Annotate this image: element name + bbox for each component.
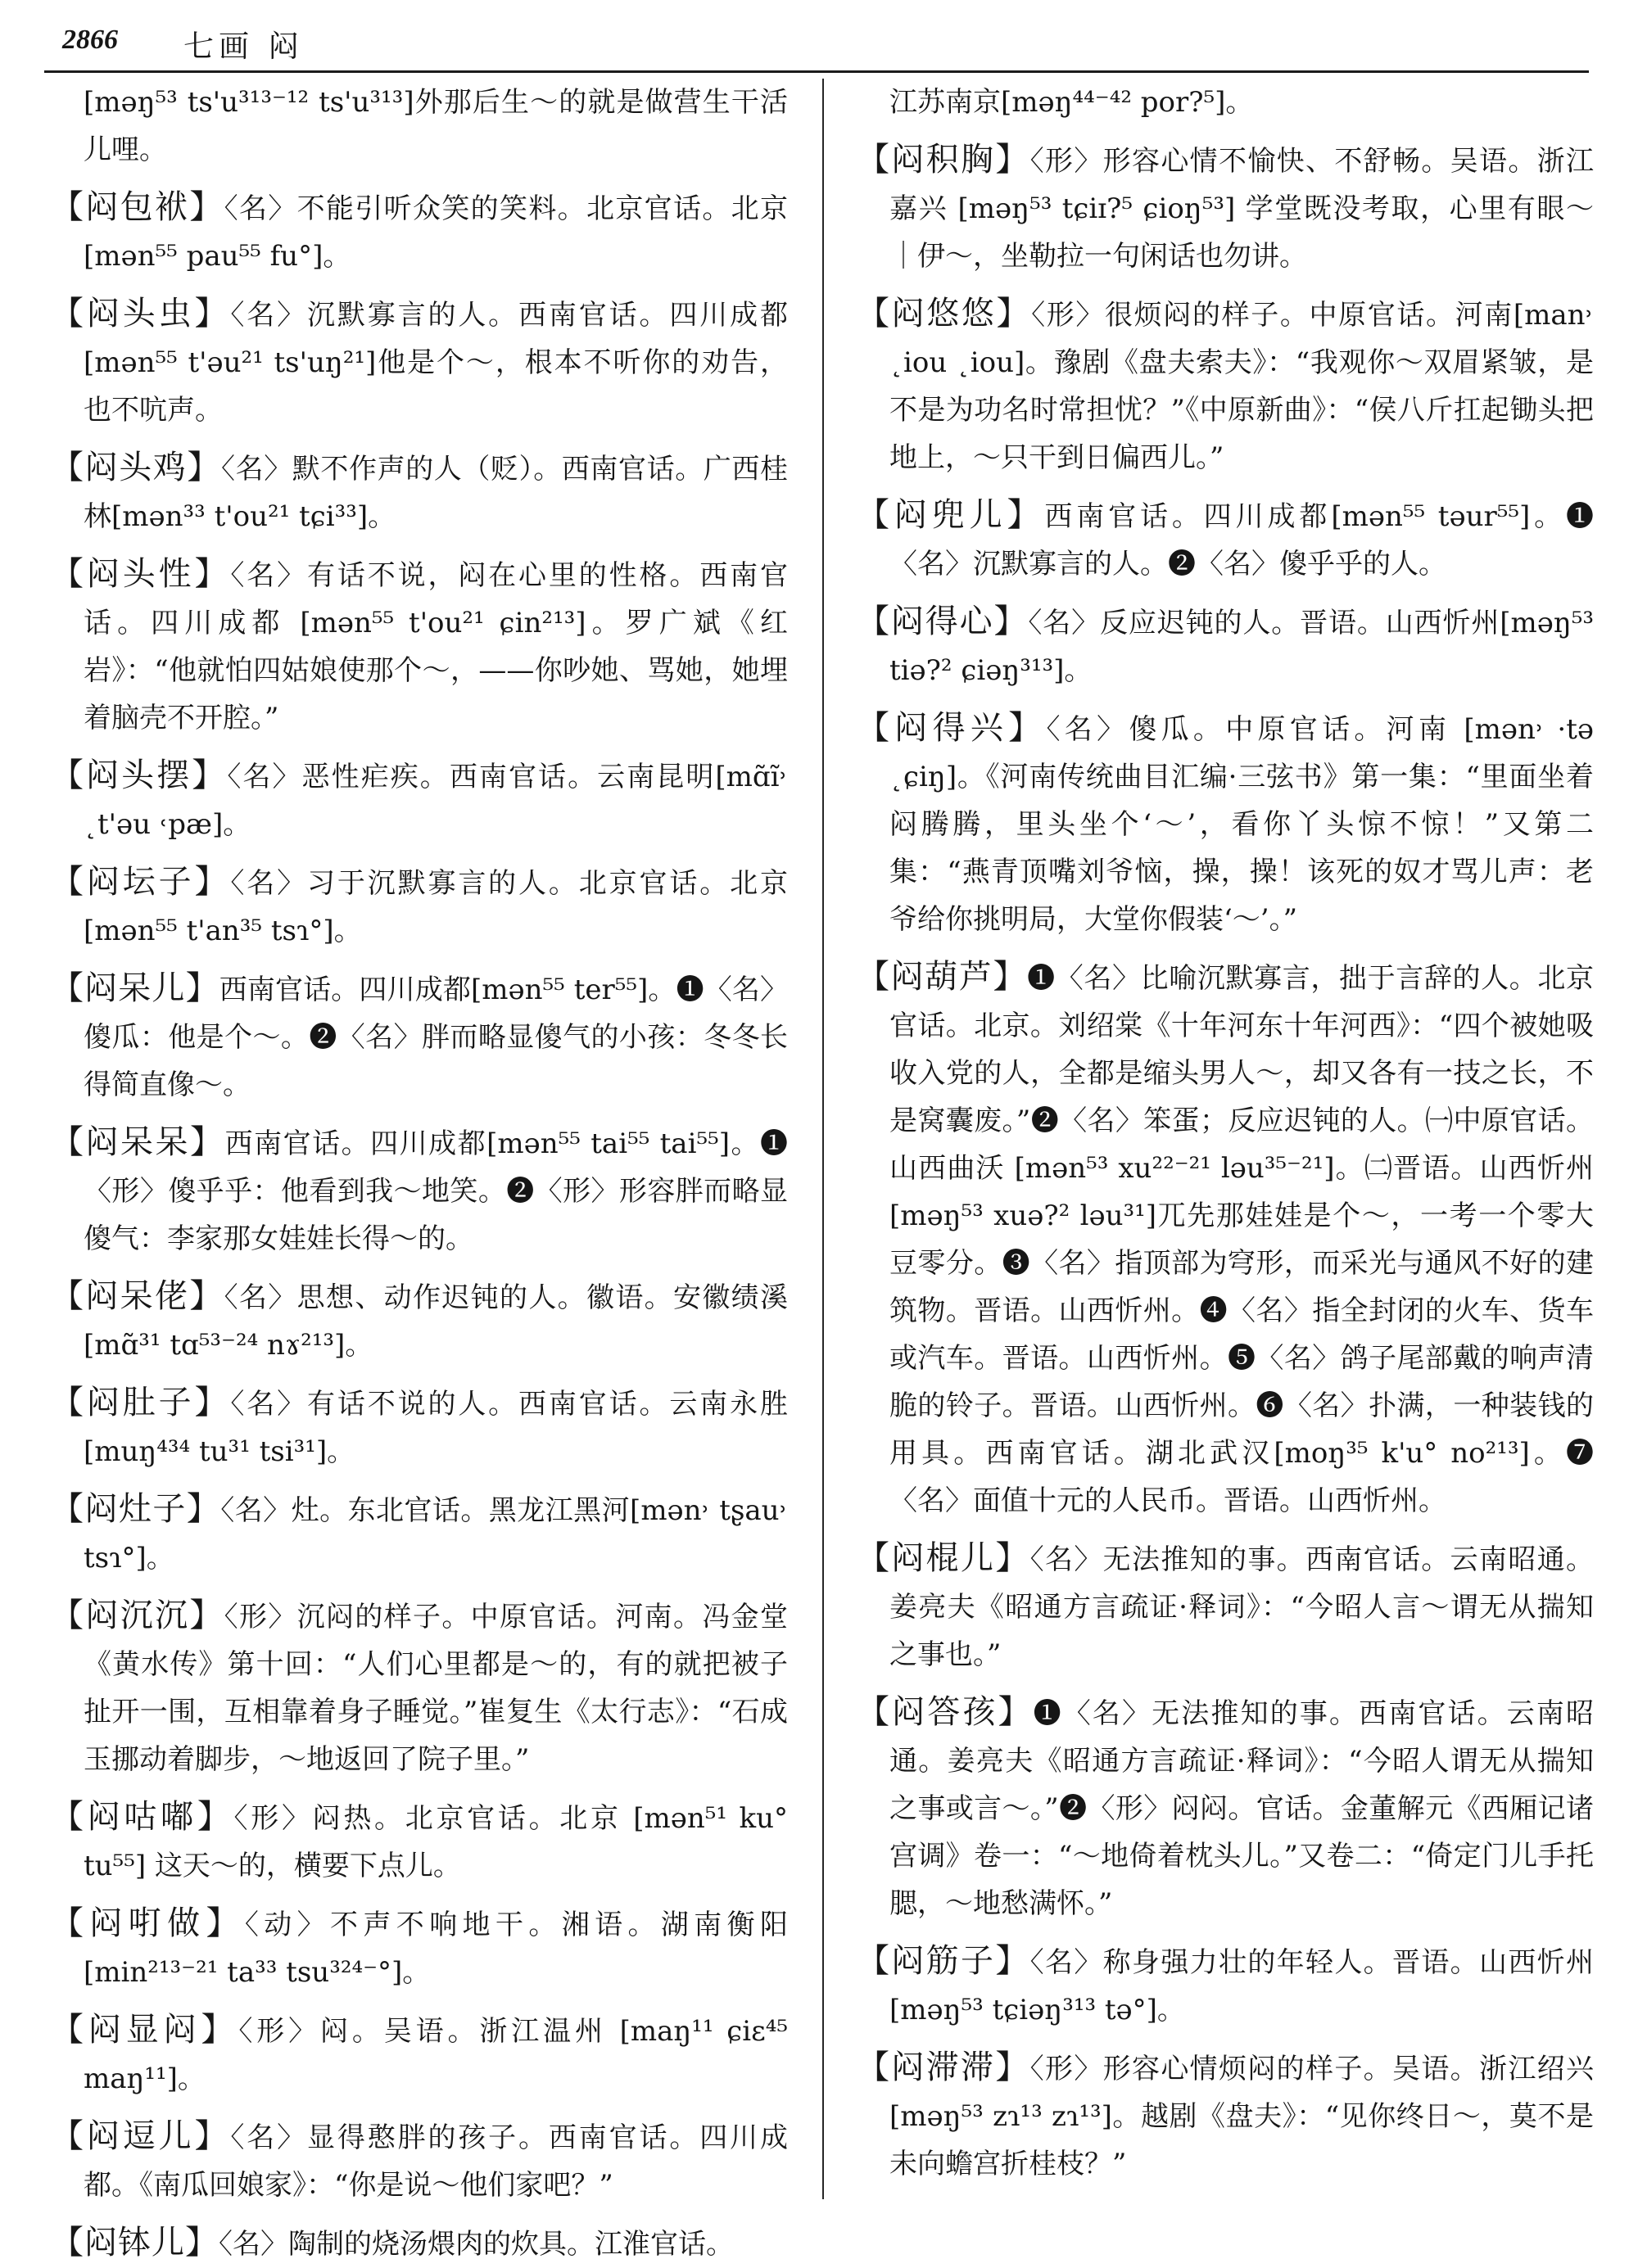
entry-headword: 【闷呆佬】 — [51, 1277, 224, 1315]
entry-headword: 【闷肚子】 — [51, 1384, 231, 1421]
entry-list — [51, 183, 788, 2268]
dictionary-entry — [51, 1272, 788, 1369]
dictionary-entry — [51, 2112, 788, 2209]
entry-headword: 【闷显闷】 — [51, 2011, 239, 2049]
entry-definition: 〈名〉默不作声的人（贬）。西南官话。广西桂林[mən³³ t'ou²¹ tɕi³³]。 — [84, 453, 788, 533]
continuation-text: 江苏南京[məŋ⁴⁴⁻⁴² por?⁵]。 — [889, 86, 1254, 119]
entry-headword: 【闷咕嘟】 — [51, 1798, 234, 1836]
dictionary-entry — [51, 1118, 788, 1263]
entry-definition: 〈动〉不声不响地干。湘语。湖南衡阳 [min²¹³⁻²¹ ta³³ tsu³²⁴⁻°]。 — [84, 1909, 789, 1989]
left-column — [51, 79, 789, 2261]
entry-definition: 〈形〉很烦闷的样子。中原官话。河南[man˒ ˛iou ˛iou]。豫剧《盘夫索夫》：“我观你～双眉紧皱，是不是为功名时常担忧？”《中原新曲》：“侯八斤扛起锄头把地上，～只干到日偏西儿。” — [889, 299, 1594, 474]
entry-headword: 【闷头鸡】 — [51, 449, 221, 486]
page-section-title: 七画 闷 — [183, 29, 304, 64]
entry-definition: 西南官话。四川成都[mən⁵⁵ ter⁵⁵]。❶〈名〉傻瓜：他是个～。❷〈名〉胖而略显傻气的小孩：冬冬长得简直像～。 — [84, 974, 789, 1101]
dictionary-entry — [51, 1485, 788, 1582]
dictionary-entry — [857, 2044, 1594, 2188]
entry-headword: 【闷沉沉】 — [51, 1597, 224, 1634]
entry-headword: 【闷灶子】 — [51, 1490, 221, 1528]
entry-definition: 〈名〉有话不说，闷在心里的性格。西南官话。四川成都 [mən⁵⁵ t'ou²¹ ɕin²¹³]。罗广斌《红岩》：“他就怕四姑娘使那个～，——你吵她、骂她，她埋着脑壳不开腔。” — [84, 559, 789, 734]
entry-definition: 〈名〉反应迟钝的人。晋语。山西忻州[məŋ⁵³ tiə?² ɕiəŋ³¹³]。 — [889, 607, 1594, 687]
entry-definition: 〈形〉闷。吴语。浙江温州 [maŋ¹¹ ɕiɛ⁴⁵ maŋ¹¹]。 — [84, 2015, 789, 2095]
entry-definition: 〈形〉形容心情烦闷的样子。吴语。浙江绍兴 [məŋ⁵³ zɿ¹³ zɿ¹³]。越剧《盘夫》：“见你终日～，莫不是未向蟾宫折桂枝？” — [889, 2053, 1595, 2180]
dictionary-entry — [51, 2006, 788, 2103]
page-number: 2866 — [62, 25, 118, 55]
entry-list — [857, 136, 1594, 2188]
dictionary-entry — [51, 1379, 788, 1475]
entry-headword: 【闷兜儿】 — [857, 496, 1045, 534]
entry-headword: 【闷棍儿】 — [857, 1539, 1030, 1577]
entry-definition: 〈名〉恶性疟疾。西南官话。云南昆明[mɑ̃ĩ˒ ˛t'əu ˓pæ]。 — [84, 761, 788, 841]
entry-headword: 【闷葫芦】 — [857, 958, 1028, 996]
page-header — [44, 18, 1589, 73]
dictionary-entry — [51, 290, 788, 434]
entry-headword: 【闷咑做】 — [51, 1904, 245, 1942]
entry-definition: 〈名〉显得憨胖的孩子。西南官话。四川成都。《南瓜回娘家》：“你是说～他们家吧？” — [84, 2121, 789, 2202]
entry-definition: 西南官话。四川成都[mən⁵⁵ tai⁵⁵ tai⁵⁵]。❶〈形〉傻乎乎：他看到我～地笑。❷〈形〉形容胖而略显傻气：李家那女娃娃长得～的。 — [84, 1127, 788, 1255]
entry-definition: 〈形〉形容心情不愉快、不舒畅。吴语。浙江嘉兴 [məŋ⁵³ tɕiɪ?⁵ ɕioŋ⁵³] 学堂既没考取，心里有眼～｜伊～，坐勒拉一句闲话也勿讲。 — [889, 145, 1595, 273]
entry-definition: ❶〈名〉无法推知的事。西南官话。云南昭通。姜亮夫《昭通方言疏证·释词》：“今昭人谓无从揣知之事或言～。”❷〈形〉闷闷。官话。金董解元《西厢记诸宫调》卷一：“～地倚着枕头儿。”又卷二：“倚定门儿手托腮，～地愁满怀。” — [889, 1697, 1595, 1920]
dictionary-entry — [51, 752, 788, 848]
entry-definition: 〈名〉思想、动作迟钝的人。徽语。安徽绩溪[mɑ̃³¹ tɑ⁵³⁻²⁴ nɤ²¹³]。 — [84, 1281, 789, 1362]
dictionary-entry — [51, 444, 788, 540]
entry-definition: ❶〈名〉比喻沉默寡言，拙于言辞的人。北京官话。北京。刘绍棠《十年河东十年河西》：“四个被她吸收入党的人，全都是缩头男人～，却又各有一技之长，不是窝囊废。”❷〈名〉笨蛋；反应迟钝的人。㈠中原官话。山西曲沃 [mən⁵³ xu²²⁻²¹ ləu³⁵⁻²¹]。㈡晋语。山西忻州 [məŋ⁵³ xuə?² ləu³¹]兀先那娃娃是个～，一考一个零大豆零分。❸〈名〉指顶部为穹形，而采光与通风不好的建筑物。晋语。山西忻州。❹〈名〉指全封闭的火车、货车或汽车。晋语。山西忻州。❺〈名〉鸽子尾部戴的响声清脆的铃子。晋语。山西忻州。❻〈名〉扑满，一种装钱的用具。西南官话。湖北武汉[moŋ³⁵ k'u° no²¹³]。❼〈名〉面值十元的人民币。晋语。山西忻州。 — [889, 962, 1594, 1517]
entry-headword: 【闷头摆】 — [51, 757, 228, 794]
entry-definition: 〈名〉不能引听众笑的笑料。北京官话。北京[mən⁵⁵ pau⁵⁵ fu°]。 — [84, 192, 789, 273]
entry-headword: 【闷头性】 — [51, 555, 231, 593]
entry-definition: 〈名〉无法推知的事。西南官话。云南昭通。姜亮夫《昭通方言疏证·释词》：“今昭人言～谓无从揣知之事也。” — [889, 1543, 1595, 1671]
entry-definition: 〈名〉灶。东北官话。黑龙江黑河[mən˒ tʂau˒ tsɿ°]。 — [84, 1494, 788, 1574]
entry-headword: 【闷坛子】 — [51, 863, 231, 901]
continuation-text: [məŋ⁵³ ts'u³¹³⁻¹² ts'u³¹³]外那后生～的就是做营生干活儿哩。 — [84, 86, 788, 166]
dictionary-entry — [51, 1900, 788, 1996]
entry-headword: 【闷悠悠】 — [857, 295, 1032, 332]
entry-headword: 【闷呆儿】 — [51, 969, 219, 1007]
dictionary-entry — [857, 136, 1594, 280]
dictionary-entry — [857, 491, 1594, 588]
dictionary-entry — [51, 1592, 788, 1783]
dictionary-entry — [857, 1937, 1594, 2034]
right-column — [857, 79, 1594, 2199]
dictionary-entry — [857, 1534, 1594, 1678]
entry-headword: 【闷答孩】 — [857, 1693, 1034, 1731]
entry-headword: 【闷呆呆】 — [51, 1123, 225, 1161]
entry-definition: 〈名〉傻瓜。中原官话。河南 [mən˒ ·tə ˛ɕiŋ]。《河南传统曲目汇编·三弦书》第一集：“里面坐着闷腾腾，里头坐个‘～’，看你丫头惊不惊！”又第二集：“燕青顶嘴刘爷恼，操，操！该死的奴才骂儿声：老爷给你挑明局，大堂你假装‘～’。” — [889, 713, 1595, 936]
entry-headword: 【闷筋子】 — [857, 1942, 1030, 1980]
entry-definition: 〈名〉有话不说的人。西南官话。云南永胜[muŋ⁴³⁴ tu³¹ tsi³¹]。 — [84, 1388, 789, 1468]
entry-definition: 〈名〉陶制的烧汤煨肉的炊具。江淮官话。 — [219, 2228, 734, 2261]
entry-definition: 〈名〉习于沉默寡言的人。北京官话。北京[mən⁵⁵ t'an³⁵ tsɿ°]。 — [84, 867, 789, 947]
entry-headword: 【闷滞滞】 — [857, 2049, 1030, 2086]
entry-headword: 【闷头虫】 — [51, 295, 231, 332]
dictionary-entry — [51, 2219, 788, 2268]
dictionary-entry — [857, 704, 1594, 943]
entry-definition: 〈形〉沉闷的样子。中原官话。河南。冯金堂《黄水传》第十回：“人们心里都是～的，有的就把被子扯开一围，互相靠着身子睡觉。”崔复生《太行志》：“石成玉挪动着脚步，～地返回了院子里。” — [84, 1601, 789, 1776]
dictionary-entry — [857, 290, 1594, 481]
dictionary-entry — [51, 965, 788, 1109]
entry-headword: 【闷得心】 — [857, 603, 1029, 640]
dictionary-entry — [857, 953, 1594, 1525]
column-divider — [822, 79, 824, 2199]
dictionary-entry — [857, 598, 1594, 694]
entry-definition: 〈形〉闷热。北京官话。北京 [mən⁵¹ ku° tu⁵⁵] 这天～的，横要下点儿。 — [84, 1802, 788, 1882]
dictionary-entry — [51, 550, 788, 742]
entry-headword: 【闷包袱】 — [51, 188, 224, 226]
dictionary-entry — [857, 1688, 1594, 1927]
entry-definition: 〈名〉沉默寡言的人。西南官话。四川成都[mən⁵⁵ t'əu²¹ ts'uŋ²¹]他是个～，根本不听你的劝告，也不吭声。 — [84, 299, 789, 427]
entry-definition: 西南官话。四川成都[mən⁵⁵ təur⁵⁵]。❶〈名〉沉默寡言的人。❷〈名〉傻乎乎的人。 — [889, 500, 1594, 581]
entry-headword: 【闷逗儿】 — [51, 2117, 231, 2155]
entry-definition: 〈名〉称身强力壮的年轻人。晋语。山西忻州[məŋ⁵³ tɕiəŋ³¹³ tə°]。 — [889, 1946, 1595, 2026]
entry-headword: 【闷钵儿】 — [51, 2224, 219, 2261]
dictionary-entry — [51, 1793, 788, 1890]
entry-headword: 【闷积胸】 — [857, 141, 1030, 178]
dictionary-entry — [51, 183, 788, 280]
entry-headword: 【闷得兴】 — [857, 709, 1047, 747]
dictionary-entry — [51, 858, 788, 955]
